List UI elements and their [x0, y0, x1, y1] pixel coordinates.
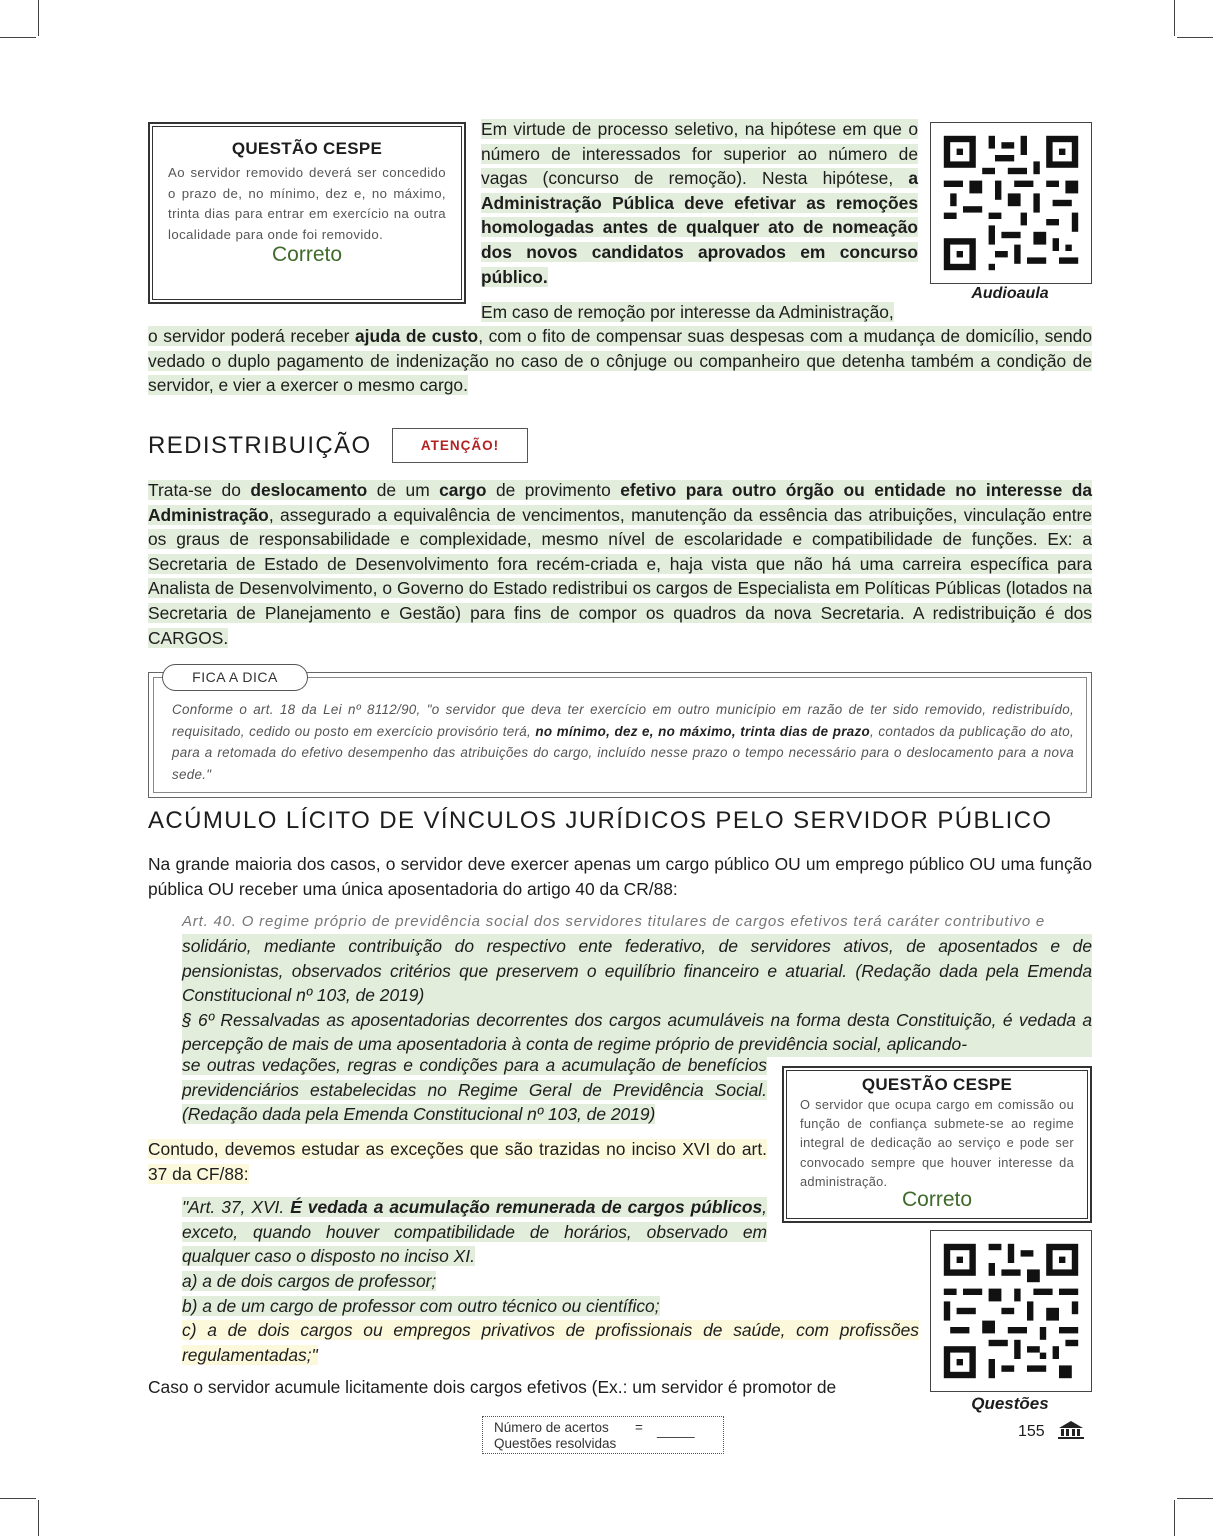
crop-mark	[0, 37, 36, 38]
redist-bold: cargo	[439, 480, 487, 500]
section-title: ACÚMULO LÍCITO DE VÍNCULOS JURÍDICOS PELO SERVIDOR PÚBLICO	[148, 807, 1053, 834]
dica-text-part: Conforme o art. 18 da Lei nº 8112/90, "o servidor que deva ter exercício em outro município em razão de ter sido removido, redistribuído, requisitado, cedido ou posto em exercício provisório terá,	[172, 702, 1074, 739]
crop-mark	[1174, 0, 1175, 36]
redist-bold: efetivo para outro órgão ou entidade no interesse da Administração	[148, 480, 1092, 525]
art37-item: b) a de um cargo de professor com outro técnico ou científico;	[182, 1295, 660, 1316]
dica-bold-part: no mínimo, dez e, no máximo, trinta dias de prazo	[535, 723, 870, 739]
intro-bold-text: a Administração Pública deve efetivar as remoções homologadas antes de qualquer ato de nomeação dos novos candidatos aprovados em concurso público.	[481, 168, 918, 287]
atencao-badge: ATENÇÃO!	[392, 428, 528, 463]
art37-item: a) a de dois cargos de professor;	[182, 1271, 437, 1291]
intro-p2-rest: , com o fito de compensar suas despesas com a mudança de domicílio, sendo vedado o duplo pagamento de indenização no caso de o cônjuge ou companheiro que detenha também a condição de servidor, e vier a exercer o mesmo cargo.	[148, 326, 1092, 396]
intro-paragraph-2-first-line	[481, 300, 918, 325]
page-number: 155	[1018, 1423, 1045, 1440]
acumulo-paragraph-1	[148, 852, 1092, 901]
crop-mark	[0, 1498, 36, 1499]
questao-title: QUESTÃO CESPE	[231, 139, 383, 158]
crop-mark	[1177, 1498, 1213, 1499]
redist-text: , assegurado a equivalência de vencimentos, manutenção da essência das atribuições, vinculação entre os graus de responsabilidade e complexidade, mesmo nível de escolaridade e compatibilidade de funções. Ex: a Secretaria de Estado de Desenvolvimento fora recém-criada e, haja vista que não há uma carreira específica para Analista de Desenvolvimento, o Governo do Estado redistribui os cargos de Especialista em Políticas Públicas (lotados na Secretaria de Planejamento e Gestão) para fins de compor os quadros da nova Secretaria. A redistribuição é dos CARGOS.	[148, 504, 1092, 648]
art40-first-line: Art. 40. O regime próprio de previdência social dos servidores titulares de cargos efetivos terá caráter contributivo e	[182, 913, 1046, 930]
qr-caption: Questões	[971, 1394, 1049, 1413]
questao-cespe-box	[782, 1066, 1092, 1223]
fica-a-dica-text	[172, 699, 1074, 785]
intro-text: Em virtude de processo seletivo, na hipótese em que o número de interessados for superior ao número de vagas (concurso de remoção). Nesta hipótese,	[481, 119, 918, 189]
questao-text: O servidor que ocupa cargo em comissão ou função de confiança submete-se ao regime integral de dedicação ao serviço e pode ser convocado sempre que houver interesse da administração.	[800, 1097, 1074, 1189]
redist-text: de provimento	[486, 480, 621, 500]
section-title-acumulo	[148, 807, 1053, 835]
crop-mark	[1174, 1500, 1175, 1536]
art37-item-c	[182, 1318, 919, 1367]
building-columns-icon	[1056, 1420, 1086, 1440]
redist-text: Trata-se do	[148, 480, 251, 500]
acumulo-paragraph-2	[148, 1137, 767, 1186]
redist-bold: deslocamento	[250, 480, 368, 500]
questao-answer: Correto	[271, 243, 343, 266]
questao-cespe-box	[148, 122, 466, 304]
section-title: REDISTRIBUIÇÃO	[148, 432, 372, 459]
acumulo-paragraph-3	[148, 1375, 920, 1400]
score-label-resolved: Questões resolvidas	[494, 1436, 617, 1451]
questao-text: Ao servidor removido deverá ser concedido o prazo de, no mínimo, dez e, no máximo, trinta dias para entrar em exercício na outra localidade para onde foi removido.	[168, 165, 446, 242]
intro-paragraph-2	[148, 324, 1092, 398]
crop-mark	[38, 1500, 39, 1536]
section-title-redistribuicao	[148, 432, 372, 460]
qr-code-icon[interactable]	[930, 1230, 1092, 1392]
score-label-correct: Número de acertos	[494, 1420, 609, 1435]
questao-answer: Correto	[901, 1188, 973, 1212]
qr-caption: Audioaula	[971, 285, 1049, 302]
acumulo-text: Caso o servidor acumule licitamente dois cargos efetivos (Ex.: um servidor é promotor de	[148, 1377, 837, 1397]
crop-mark	[38, 0, 39, 36]
redistribuicao-paragraph	[148, 478, 1092, 650]
qr-code-icon[interactable]	[930, 122, 1092, 284]
art40-text: solidário, mediante contribuição do respectivo ente federativo, de servidores ativos, de aposentados e de pensionistas, observados critérios que preservem o equilíbrio financeiro e atuarial. (Redação dada pela Emenda Constitucional nº 103, de 2019)	[182, 934, 1092, 1008]
art37-item: c) a de dois cargos ou empregos privativos de profissionais de saúde, com profissões regulamentadas;"	[182, 1320, 919, 1365]
dica-text-part: , contados da publicação do ato, para a retomada do efetivo desempenho das atribuições do cargo, incluído nesse prazo o tempo necessário para o deslocamento para a nova sede."	[172, 723, 1074, 782]
fica-a-dica-tab: FICA A DICA	[162, 664, 308, 691]
intro-paragraph	[481, 117, 918, 289]
questao-title: QUESTÃO CESPE	[861, 1075, 1013, 1094]
intro-p2-bold: ajuda de custo	[354, 326, 479, 346]
par6-text-cont: se outras vedações, regras e condições para a acumulação de benefícios previdenciários estabelecidas no Regime Geral de Previdência Social. (Redação dada pela Emenda Constitucional nº 103, de 2019)	[182, 1055, 767, 1125]
art37-items	[182, 1269, 922, 1318]
intro-p2-text: o servidor poderá receber	[148, 326, 355, 346]
art37-text: "Art. 37, XVI.	[182, 1197, 291, 1217]
intro-p2-line1: Em caso de remoção por interesse da Administração,	[481, 302, 894, 322]
art37-quote	[182, 1195, 767, 1269]
score-blank: _____	[657, 1423, 695, 1438]
par6-continued	[182, 1053, 767, 1127]
acumulo-text: Contudo, devemos estudar as exceções que são trazidas no inciso XVI do art. 37 da CF/88:	[148, 1139, 767, 1184]
score-box	[482, 1416, 724, 1454]
art37-text: , exceto, quando houver compatibilidade de horários, observado em qualquer caso o disposto no inciso XI.	[182, 1197, 767, 1267]
art40-quote	[182, 910, 1092, 1057]
par6-text: § 6º Ressalvadas as aposentadorias decorrentes dos cargos acumuláveis na forma desta Constituição, é vedada a percepção de mais de uma aposentadoria à conta de regime próprio de previdência social, aplicando-	[182, 1008, 1092, 1057]
redist-text: de um	[367, 480, 440, 500]
score-equals: =	[635, 1420, 643, 1435]
art37-bold: É vedada a acumulação remunerada de cargos públicos	[290, 1197, 763, 1217]
acumulo-text: Na grande maioria dos casos, o servidor deve exercer apenas um cargo público OU um emprego público OU uma função pública OU receber uma única aposentadoria do artigo 40 da CR/88:	[148, 854, 1092, 899]
crop-mark	[1177, 37, 1213, 38]
